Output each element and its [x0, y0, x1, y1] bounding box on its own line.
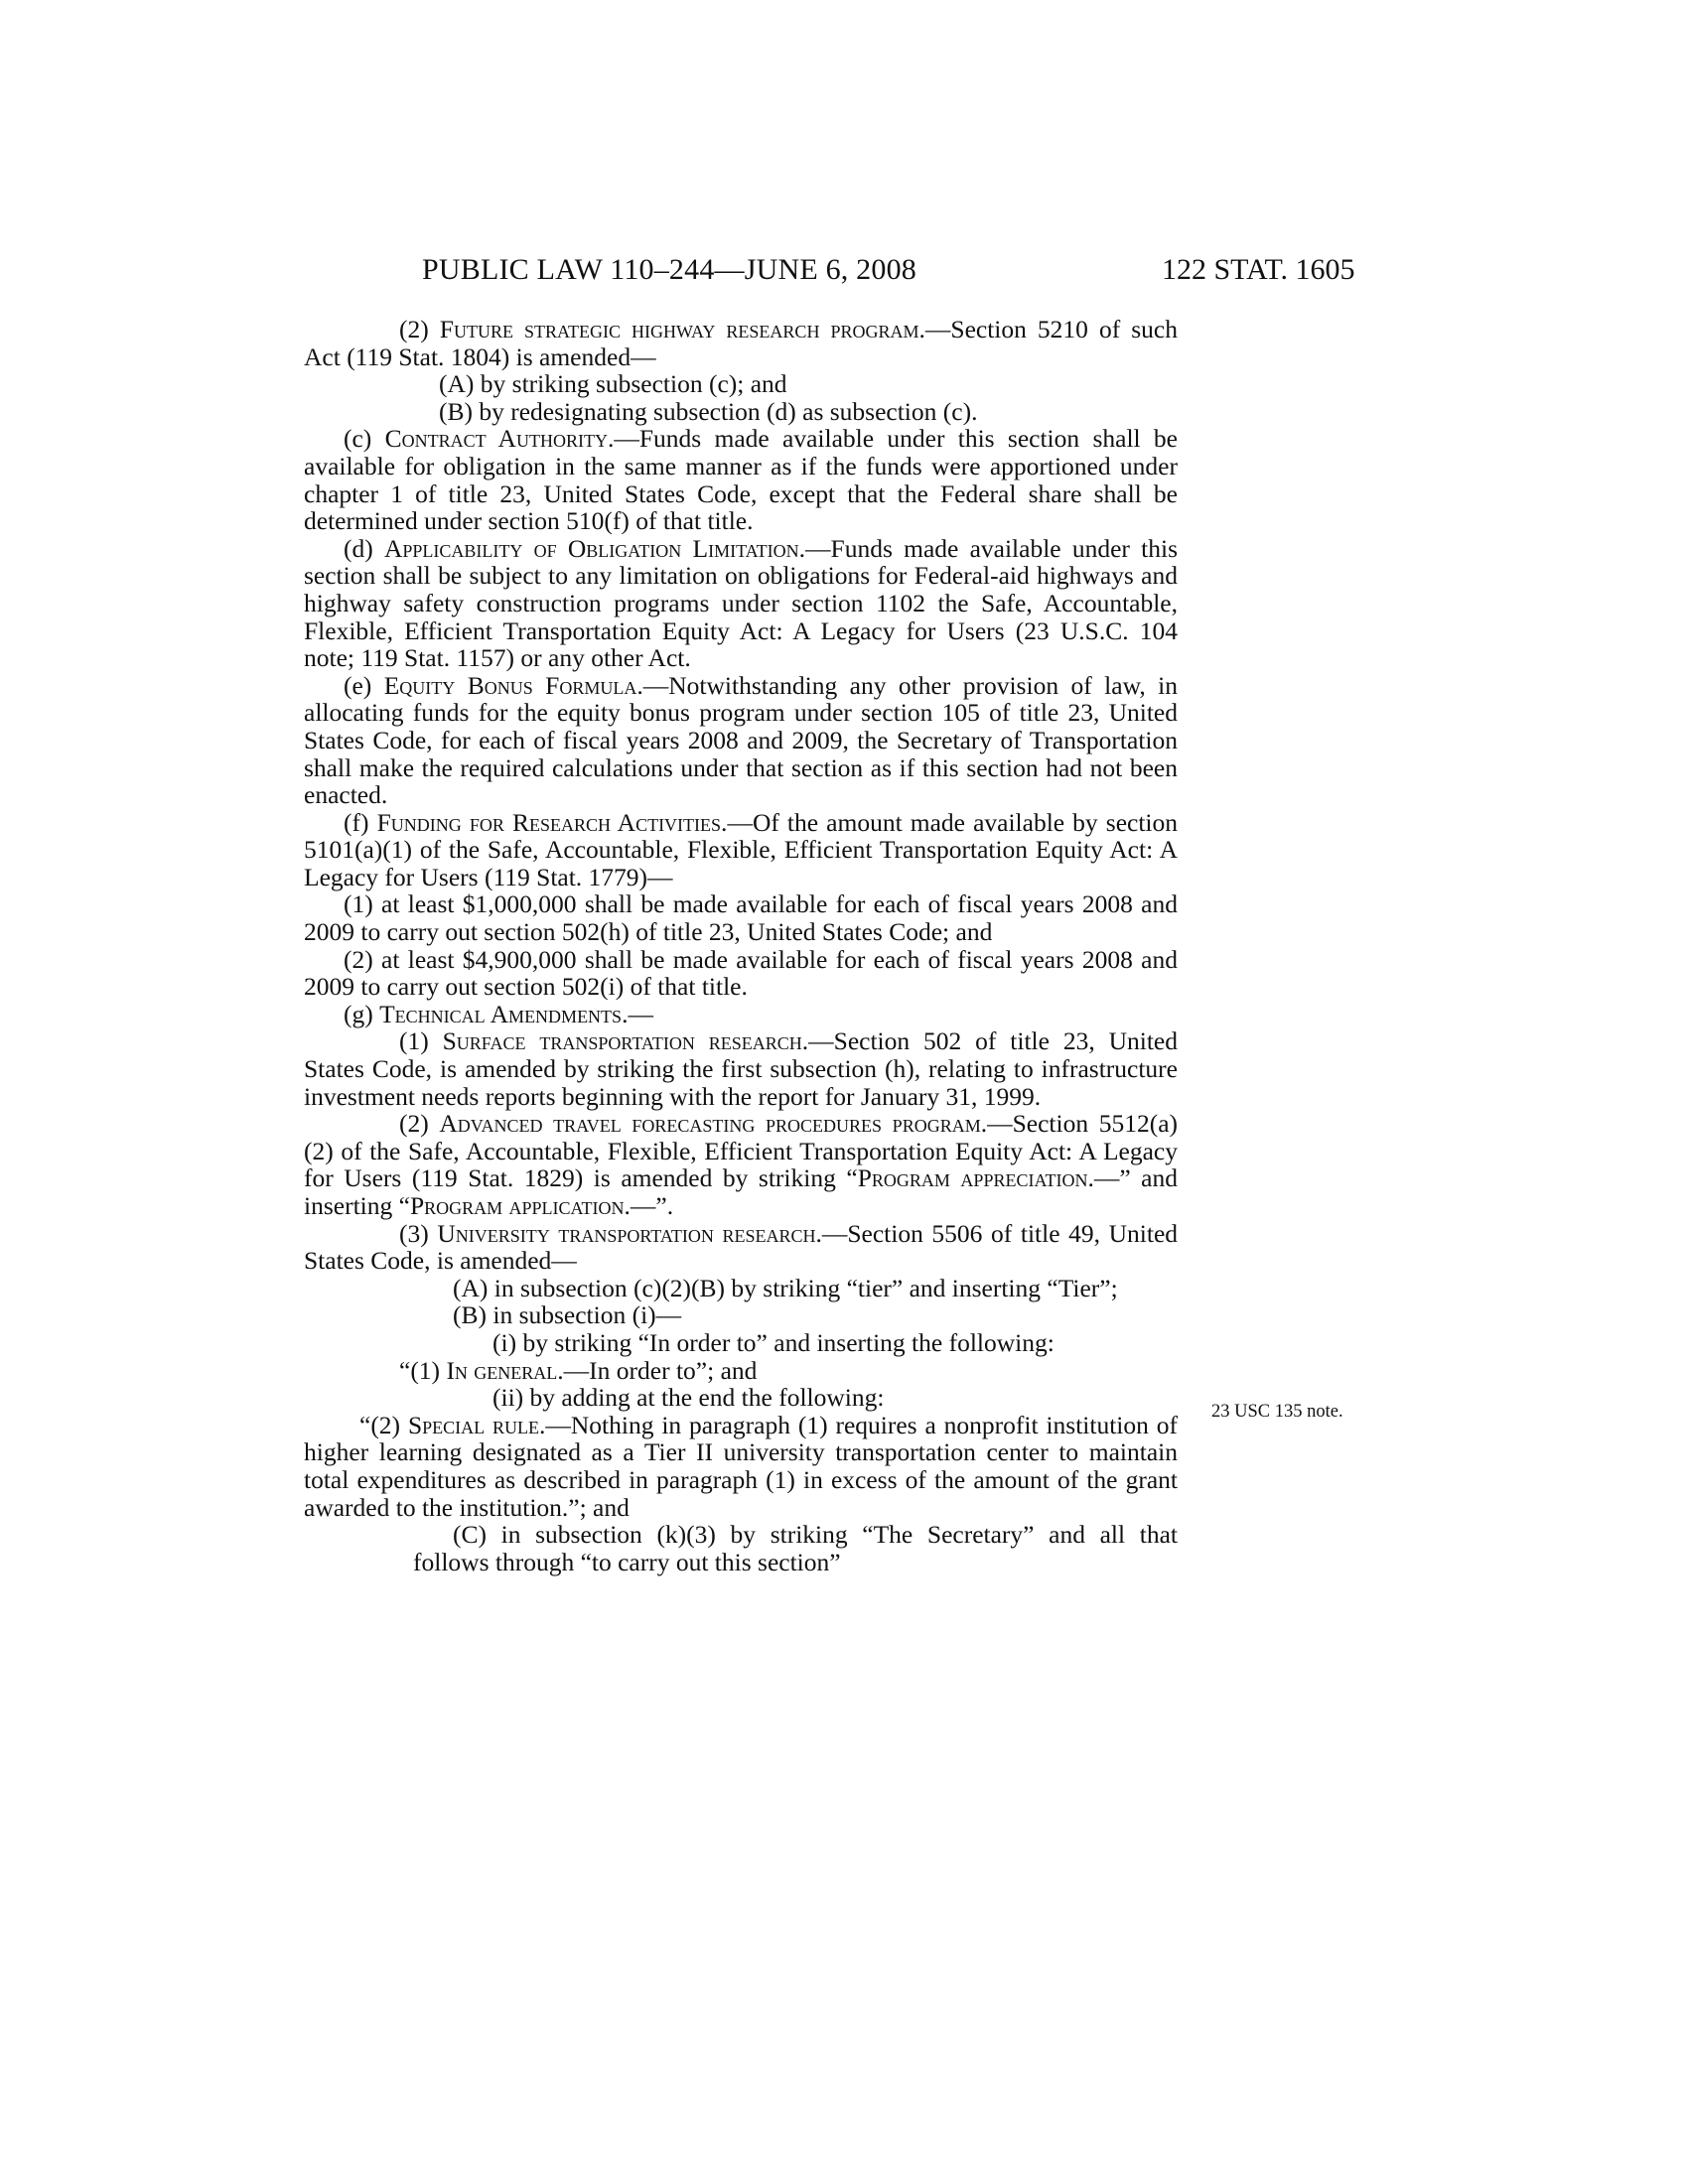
- paragraph-heading: Funding for Research Activities.: [376, 807, 728, 837]
- paragraph-heading: Applicability of Obligation Limitation.: [383, 533, 806, 563]
- paragraph-text: —Section 5512(a)(2) of the Safe, Accountable, Flexible, Efficient Transportation Equity Act: A Legacy for Users (119 Stat. 1829) is amended by striking “: [304, 1109, 1179, 1193]
- paragraph-heading: Advanced travel forecasting procedures program.: [439, 1109, 988, 1139]
- paragraph-lead: “(2): [359, 1410, 408, 1439]
- paragraph-heading: Equity Bonus Formula.: [383, 670, 643, 700]
- margin-note: 23 USC 135 note.: [1211, 1402, 1343, 1422]
- paragraph-equity-bonus: [304, 672, 1178, 809]
- paragraph-text: —Of the amount made available by section 5101(a)(1) of the Safe, Accountable, Flexible, Efficient Transportation Equity Act: A Legacy for Users (119 Stat. 1779)—: [304, 807, 1179, 891]
- paragraph-funding-item-1: (1) at least $1,000,000 shall be made available for each of fiscal years 2008 and 2009 to carry out section 502(h) of title 23, United States Code; and: [304, 889, 1178, 947]
- paragraph-heading: In general.: [446, 1355, 564, 1385]
- paragraph-lead: (2): [399, 315, 440, 343]
- paragraph-text: —Funds made available under this section shall be subject to any limitation on obligations for Federal-aid highways and highway safety construction programs under section 1102 the Safe, Accountable, Flexible, Efficient Transportation Equity Act: A Legacy for Users (23 U.S.C. 104 note; 119 Stat. 1157) or any other Act.: [304, 533, 1178, 673]
- paragraph-lead: (3): [399, 1218, 438, 1248]
- paragraph-funding-item-2: (2) at least $4,900,000 shall be made available for each of fiscal years 2008 and 2009 to carry out section 502(i) of that title.: [304, 944, 1178, 1002]
- paragraph-clause-b: (B) by redesignating subsection (d) as subsection (c).: [439, 396, 978, 426]
- paragraph-text: —: [628, 999, 653, 1028]
- paragraph-university-research: [304, 1220, 1178, 1275]
- inserted-text: Program application.: [409, 1191, 631, 1220]
- paragraph-lead: (1): [399, 1026, 443, 1056]
- paragraph-text: —”.: [630, 1191, 674, 1220]
- paragraph-contract-authority: [304, 425, 1178, 534]
- paragraph-heading: Future strategic highway research program.: [439, 315, 925, 343]
- paragraph-text: —Funds made available under this section shall be available for obligation in the same manner as if the funds were apportioned under chapter 1 of title 23, United States Code, except that the Federal share shall be determined under section 510(f) of that title.: [304, 424, 1178, 536]
- paragraph-technical-amendments: [304, 1001, 1178, 1028]
- paragraph-research-funding: [304, 809, 1178, 891]
- paragraph-lead: “(1): [399, 1355, 447, 1385]
- paragraph-special-rule: [304, 1412, 1178, 1521]
- paragraph-lead: (d): [344, 533, 384, 563]
- paragraph-text: —In order to”; and: [563, 1355, 758, 1385]
- paragraph-text: —Section 5210 of such Act (119 Stat. 1804) is amended—: [304, 315, 1178, 371]
- paragraph-lead: (c): [344, 424, 385, 454]
- paragraph-surface-research: [304, 1027, 1178, 1110]
- statute-body: [304, 316, 1178, 1575]
- paragraph-heading: Contract Authority.: [384, 424, 615, 454]
- paragraph-text: —Notwithstanding any other provision of law, in allocating funds for the equity bonus program under section 105 of title 23, United States Code, for each of fiscal years 2008 and 2009, the Secretary of Transportation shall make the required calculations under that section as if this section had not been enacted.: [304, 670, 1178, 810]
- paragraph-clause-c: (C) in subsection (k)(3) by striking “The Secretary” and all that follows through “to carry out this section”: [413, 1520, 1178, 1576]
- paragraph-lead: (f): [344, 807, 377, 837]
- paragraph-heading: University transportation research.: [437, 1218, 822, 1248]
- page-header: [0, 253, 1688, 293]
- paragraph-clause-ii: (ii) by adding at the end the following:: [492, 1383, 885, 1413]
- paragraph-clause-b-subsection-i: (B) in subsection (i)—: [453, 1300, 682, 1330]
- struck-text: Program appreciation.: [857, 1163, 1094, 1193]
- paragraph-in-general: [304, 1357, 1178, 1385]
- paragraph-future-strategic-highway: [304, 316, 1178, 370]
- paragraph-lead: (2): [399, 1109, 440, 1139]
- paragraph-clause-a-tier: (A) in subsection (c)(2)(B) by striking “tier” and inserting “Tier”;: [453, 1273, 1118, 1302]
- paragraph-text: —” and inserting “: [304, 1163, 1178, 1220]
- paragraph-clause-i: (i) by striking “In order to” and inserting the following:: [492, 1327, 1055, 1357]
- paragraph-heading: Special rule.: [407, 1410, 546, 1439]
- paragraph-text: —Section 5506 of title 49, United States Code, is amended—: [304, 1218, 1179, 1276]
- paragraph-text: —Nothing in paragraph (1) requires a nonprofit institution of higher learning designated as a Tier II university transportation center to maintain total expenditures as described in paragraph (1) in excess of the amount of the grant awarded to the institution.”; and: [304, 1410, 1178, 1522]
- paragraph-heading: Surface transportation research.: [442, 1026, 809, 1056]
- running-head: PUBLIC LAW 110–244—JUNE 6, 2008: [422, 253, 916, 286]
- paragraph-heading: Technical Amendments.: [379, 999, 629, 1028]
- page-number: 122 STAT. 1605: [1162, 253, 1355, 286]
- paragraph-lead: (e): [344, 670, 384, 700]
- paragraph-obligation-limitation: [304, 535, 1178, 672]
- paragraph-clause-a: (A) by striking subsection (c); and: [439, 369, 787, 399]
- paragraph-text: —Section 502 of title 23, United States Code, is amended by striking the first subsection (h), relating to infrastructure investment needs reports beginning with the report for January 31, 1999.: [304, 1026, 1179, 1111]
- paragraph-lead: (g): [344, 999, 380, 1028]
- paragraph-travel-forecasting: [304, 1110, 1178, 1219]
